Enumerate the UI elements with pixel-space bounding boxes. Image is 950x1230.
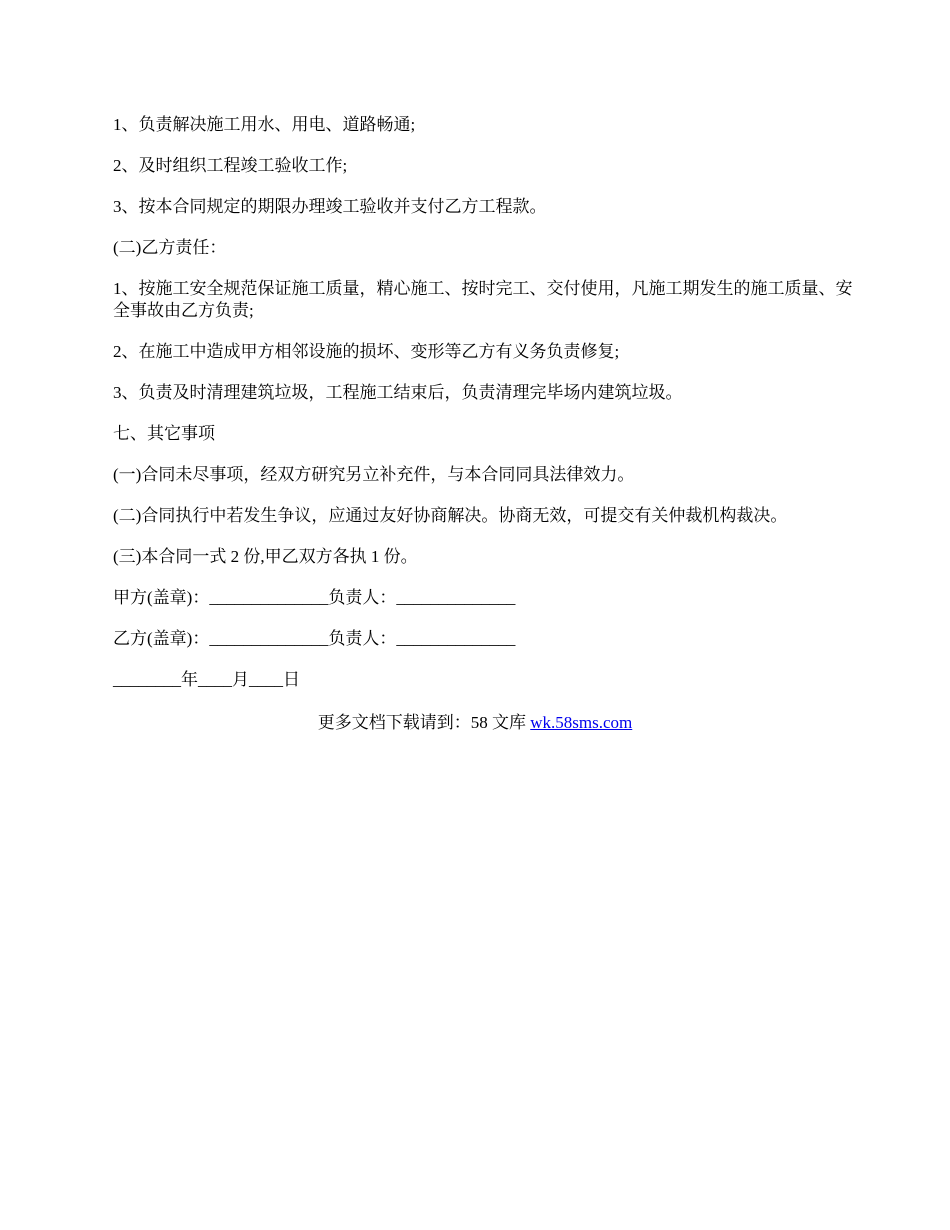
footer-text: 更多文档下载请到：58 文库 — [317, 713, 531, 732]
section-heading-party-b: (二)乙方责任： — [113, 238, 227, 257]
clause-party-b-2: 2、在施工中造成甲方相邻设施的损坏、变形等乙方有义务负责修复; — [113, 342, 620, 361]
clause-other-1: (一)合同未尽事项，经双方研究另立补充件，与本合同同具法律效力。 — [113, 465, 635, 484]
clause-party-a-1: 1、负责解决施工用水、用电、道路畅通; — [113, 115, 416, 134]
footer-link[interactable]: wk.58sms.com — [530, 713, 633, 732]
signature-party-a: 甲方(盖章)：______________负责人：______________ — [113, 588, 516, 607]
signature-party-b: 乙方(盖章)：______________负责人：______________ — [113, 629, 516, 648]
document-body — [113, 114, 853, 710]
clause-party-a-3: 3、按本合同规定的期限办理竣工验收并支付乙方工程款。 — [113, 197, 547, 216]
clause-party-b-1: 1、按施工安全规范保证施工质量，精心施工、按时完工、交付使用，凡施工期发生的施工质量、安全事故由乙方负责; — [113, 279, 853, 320]
section-heading-other-matters: 七、其它事项 — [113, 424, 215, 443]
clause-other-3: (三)本合同一式 2 份,甲乙双方各执 1 份。 — [113, 547, 418, 566]
clause-party-b-3: 3、负责及时清理建筑垃圾，工程施工结束后，负责清理完毕场内建筑垃圾。 — [113, 383, 683, 402]
clause-other-2: (二)合同执行中若发生争议，应通过友好协商解决。协商无效，可提交有关仲裁机构裁决。 — [113, 506, 788, 525]
signature-date: ________年____月____日 — [113, 670, 300, 689]
clause-party-a-2: 2、及时组织工程竣工验收工作; — [113, 156, 348, 175]
footer — [0, 712, 950, 734]
